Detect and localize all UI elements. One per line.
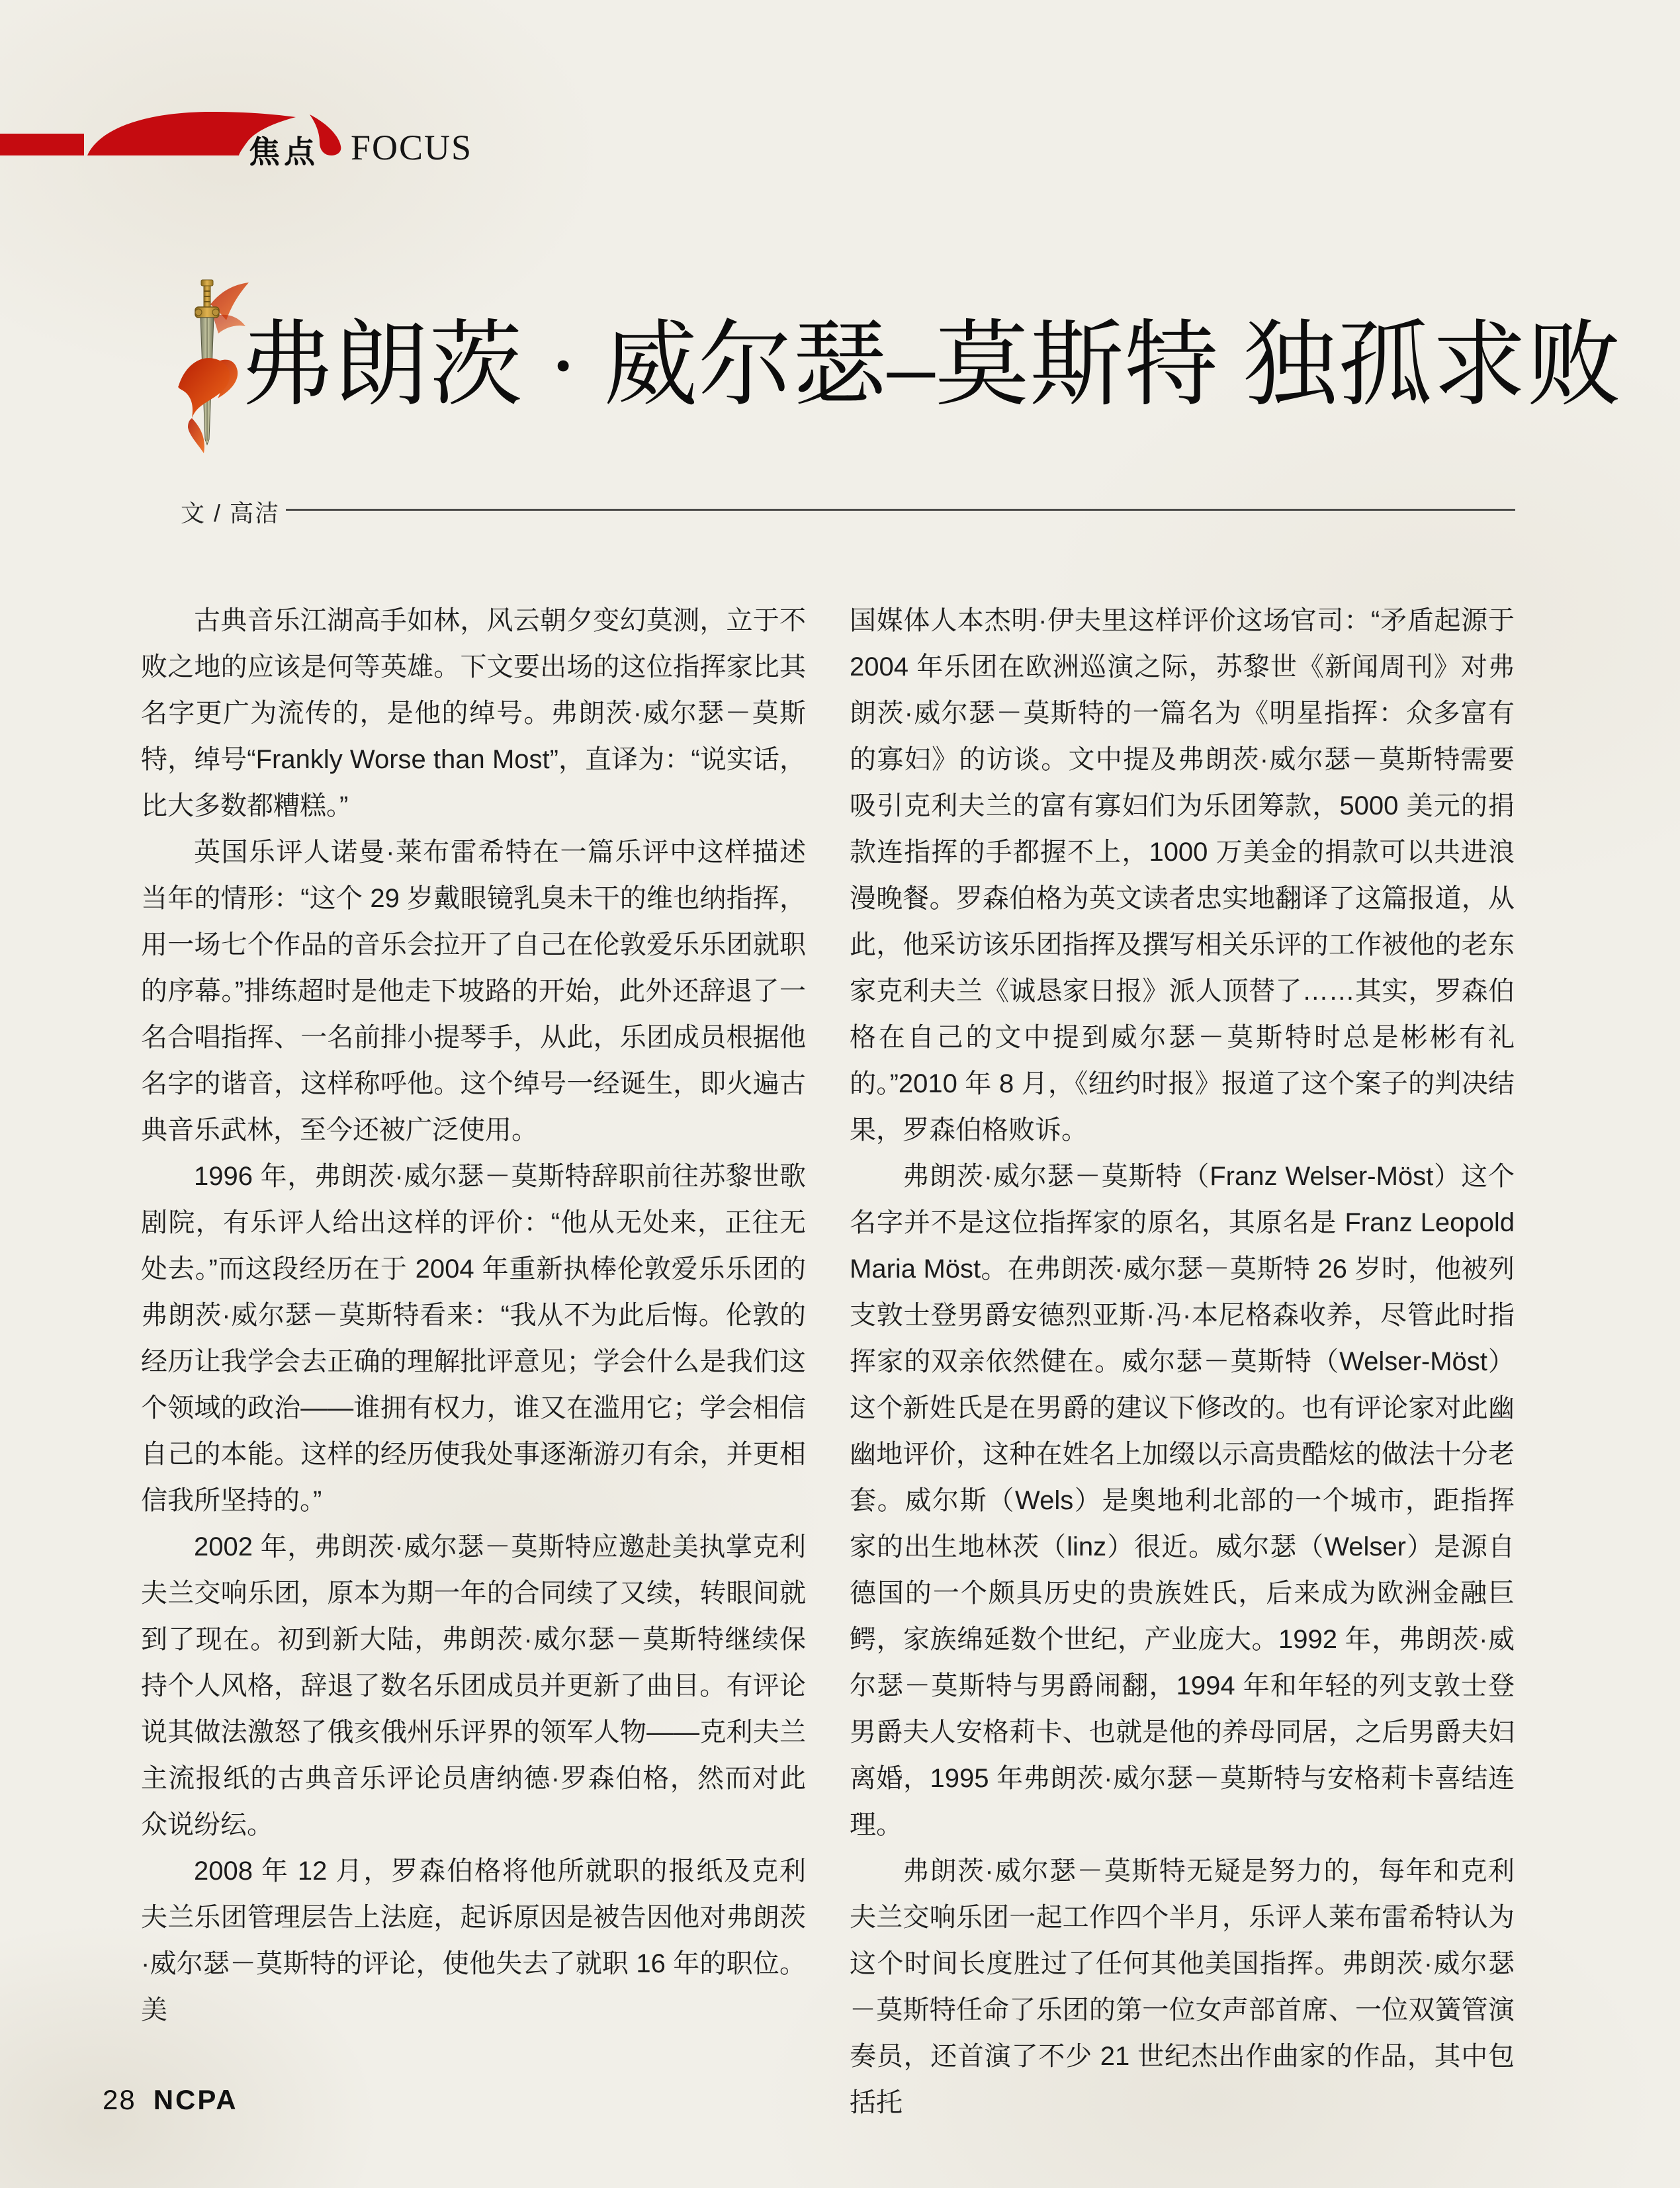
page-number: 28	[103, 2084, 136, 2115]
section-label-en: FOCUS	[351, 128, 473, 167]
section-label-cn: 焦点	[249, 134, 319, 169]
article-paragraph: 2002 年，弗朗茨·威尔瑟－莫斯特应邀赴美执掌克利夫兰交响乐团，原本为期一年的合同续了又续，转眼间就到了现在。初到新大陆，弗朗茨·威尔瑟－莫斯特继续保持个人风格，辞退了数名乐团成员并更新了曲目。有评论说其做法激怒了俄亥俄州乐评界的领军人物——克利夫兰主流报纸的古典音乐评论员唐纳德·罗森伯格，然而对此众说纷纭。	[141, 1532, 806, 1839]
header-red-bar	[0, 134, 84, 155]
byline-rule	[286, 509, 1515, 511]
article-left-column	[141, 597, 806, 2033]
byline: 文 / 高洁	[181, 500, 281, 527]
article-paragraph: 2008 年 12 月，罗森伯格将他所就职的报纸及克利夫兰乐团管理层告上法庭，起诉原因是被告因他对弗朗茨·威尔瑟－莫斯特的评论，使他失去了就职 16 年的职位。美	[141, 1857, 806, 2025]
article-paragraph: 弗朗茨·威尔瑟－莫斯特（Franz Welser-Möst）这个名字并不是这位指挥家的原名，其原名是 Franz Leopold Maria Möst。在弗朗茨·威尔瑟－莫斯特 26 岁时，他被列支敦士登男爵安德烈亚斯·冯·本尼格森收养，尽管此时指挥家的双亲依然健在。威尔瑟－莫斯特（Welser-Möst）这个新姓氏是在男爵的建议下修改的。也有评论家对此幽幽地评价，这种在姓名上加缀以示高贵酷炫的做法十分老套。威尔斯（Wels）是奥地利北部的一个城市，距指挥家的出生地林茨（linz）很近。威尔瑟（Welser）是源自德国的一个颇具历史的贵族姓氏，后来成为欧洲金融巨鳄，家族绵延数个世纪，产业庞大。1992 年，弗朗茨·威尔瑟－莫斯特与男爵闹翻，1994 年和年轻的列支敦士登男爵夫人安格莉卡、也就是他的养母同居，之后男爵夫妇离婚，1995 年弗朗茨·威尔瑟－莫斯特与安格莉卡喜结连理。	[850, 1162, 1515, 1839]
article-paragraph: 弗朗茨·威尔瑟－莫斯特无疑是努力的，每年和克利夫兰交响乐团一起工作四个半月，乐评人莱布雷希特认为这个时间长度胜过了任何其他美国指挥。弗朗茨·威尔瑟－莫斯特任命了乐团的第一位女声部首席、一位双簧管演奏员，还首演了不少 21 世纪杰出作曲家的作品，其中包括托	[850, 1857, 1515, 2117]
article-paragraph: 英国乐评人诺曼·莱布雷希特在一篇乐评中这样描述当年的情形：“这个 29 岁戴眼镜乳臭未干的维也纳指挥，用一场七个作品的音乐会拉开了自己在伦敦爱乐乐团就职的序幕。”排练超时是他走下坡路的开始，此外还辞退了一名合唱指挥、一名前排小提琴手，从此，乐团成员根据他名字的谐音，这样称呼他。这个绰号一经诞生，即火遍古典音乐武林，至今还被广泛使用。	[141, 838, 806, 1145]
page-footer	[103, 2084, 238, 2116]
article-right-column	[850, 597, 1515, 2126]
article-paragraph-continuation: 国媒体人本杰明·伊夫里这样评价这场官司：“矛盾起源于 2004 年乐团在欧洲巡演之际，苏黎世《新闻周刊》对弗朗茨·威尔瑟－莫斯特的一篇名为《明星指挥：众多富有的寡妇》的访谈。文中提及弗朗茨·威尔瑟－莫斯特需要吸引克利夫兰的富有寡妇们为乐团筹款，5000 美元的捐款连指挥的手都握不上，1000 万美金的捐款可以共进浪漫晚餐。罗森伯格为英文读者忠实地翻译了这篇报道，从此，他采访该乐团指挥及撰写相关乐评的工作被他的老东家克利夫兰《诚恳家日报》派人顶替了……其实，罗森伯格在自己的文中提到威尔瑟－莫斯特时总是彬彬有礼的。”2010 年 8 月，《纽约时报》报道了这个案子的判决结果，罗森伯格败诉。	[850, 606, 1515, 1145]
page-title: 弗朗茨 · 威尔瑟–莫斯特 独孤求败	[240, 313, 1622, 417]
article-paragraph: 1996 年，弗朗茨·威尔瑟－莫斯特辞职前往苏黎世歌剧院，有乐评人给出这样的评价：“他从无处来，正往无处去。”而这段经历在于 2004 年重新执棒伦敦爱乐乐团的弗朗茨·威尔瑟－莫斯特看来：“我从不为此后悔。伦敦的经历让我学会去正确的理解批评意见；学会什么是我们这个领域的政治——谁拥有权力，谁又在滥用它；学会相信自己的本能。这样的经历使我处事逐渐游刃有余，并更相信我所坚持的。”	[141, 1162, 806, 1515]
brand-label: NCPA	[153, 2084, 238, 2115]
article-paragraph: 古典音乐江湖高手如林，风云朝夕变幻莫测，立于不败之地的应该是何等英雄。下文要出场的这位指挥家比其名字更广为流传的，是他的绰号。弗朗茨·威尔瑟－莫斯特，绰号“Frankly Worse than Most”，直译为：“说实话，比大多数都糟糕。”	[141, 606, 806, 820]
